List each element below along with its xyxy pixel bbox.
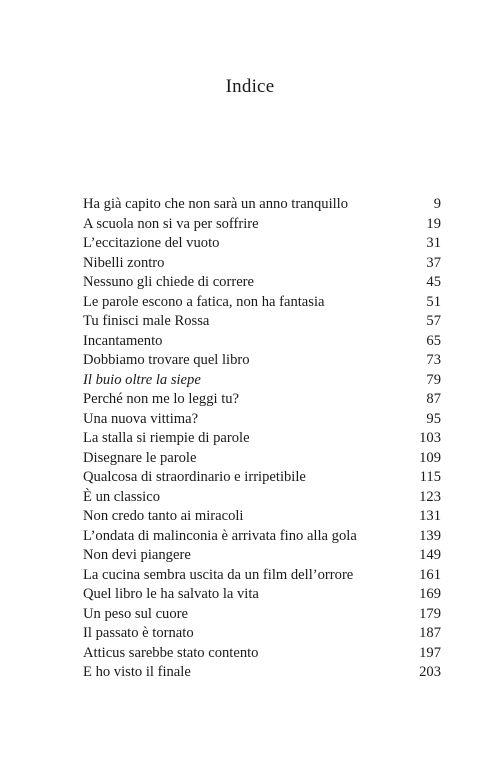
- toc-entry: [83, 195, 441, 215]
- toc-entry-title: Incantamento: [83, 332, 163, 349]
- toc-entry: [83, 449, 441, 469]
- toc-entry-title: Disegnare le parole: [83, 449, 197, 466]
- table-of-contents: [83, 195, 441, 683]
- toc-entry-title: Ha già capito che non sarà un anno tranquillo: [83, 196, 349, 212]
- toc-entry: [83, 371, 441, 391]
- toc-entry-title: Quel libro le ha salvato la vita: [83, 586, 259, 602]
- toc-entry: [83, 488, 441, 508]
- toc-entry-title: Il passato è tornato: [83, 625, 194, 641]
- toc-entry-page-number: 139: [419, 527, 441, 544]
- toc-entry-page-number: 65: [426, 332, 441, 349]
- toc-entry-title: Atticus sarebbe stato contento: [83, 644, 259, 661]
- toc-entry: [83, 624, 441, 644]
- toc-entry-title: Tu finisci male Rossa: [83, 313, 210, 329]
- toc-entry-page-number: 103: [419, 430, 441, 446]
- toc-entry-page-number: 149: [419, 547, 441, 563]
- toc-entry: [83, 234, 441, 254]
- toc-entry-page-number: 169: [419, 586, 441, 602]
- toc-entry-page-number: 87: [426, 391, 441, 407]
- toc-entry: [83, 351, 441, 371]
- toc-entry: [83, 390, 441, 410]
- toc-entry-title: Perché non me lo leggi tu?: [83, 391, 240, 407]
- toc-entry: [83, 254, 441, 274]
- toc-entry-page-number: 187: [419, 625, 441, 641]
- toc-entry: [83, 332, 441, 352]
- toc-entry-page-number: 203: [419, 664, 441, 680]
- toc-entry-title: Le parole escono a fatica, non ha fantasia: [83, 293, 325, 310]
- toc-entry: [83, 546, 441, 566]
- toc-entry: [83, 585, 441, 605]
- toc-entry-title: L’eccitazione del vuoto: [83, 235, 220, 251]
- toc-entry-title: Non credo tanto ai miracoli: [83, 508, 244, 524]
- toc-entry-page-number: 123: [419, 488, 441, 505]
- toc-entry-title: L’ondata di malinconia è arrivata fino alla gola: [83, 527, 357, 544]
- toc-entry-title: Il buio oltre la siepe: [83, 371, 201, 388]
- toc-entry-title: A scuola non si va per soffrire: [83, 215, 259, 232]
- toc-entry: [83, 605, 441, 625]
- toc-entry-page-number: 19: [426, 215, 441, 232]
- toc-entry-page-number: 179: [419, 605, 441, 622]
- toc-entry: [83, 663, 441, 683]
- toc-entry-title: È un classico: [83, 488, 161, 505]
- toc-entry-page-number: 51: [426, 293, 441, 310]
- toc-entry: [83, 566, 441, 586]
- toc-entry: [83, 507, 441, 527]
- toc-entry-page-number: 73: [426, 352, 441, 368]
- toc-entry-page-number: 131: [419, 508, 441, 524]
- toc-entry: [83, 527, 441, 547]
- toc-entry-title: Qualcosa di straordinario e irripetibile: [83, 469, 306, 485]
- toc-entry-page-number: 95: [426, 410, 441, 427]
- toc-entry-page-number: 161: [419, 566, 441, 583]
- toc-entry-title: Dobbiamo trovare quel libro: [83, 352, 250, 368]
- toc-entry-title: La cucina sembra uscita da un film dell’orrore: [83, 566, 354, 583]
- toc-entry: [83, 293, 441, 313]
- toc-entry: [83, 273, 441, 293]
- page-title: Indice: [225, 76, 275, 97]
- toc-entry-title: Un peso sul cuore: [83, 605, 188, 622]
- toc-entry-page-number: 197: [419, 644, 441, 661]
- toc-entry: [83, 215, 441, 235]
- toc-entry-title: La stalla si riempie di parole: [83, 430, 250, 446]
- toc-entry-page-number: 37: [426, 254, 441, 271]
- toc-entry-page-number: 9: [433, 196, 441, 212]
- toc-entry: [83, 644, 441, 664]
- toc-entry-title: E ho visto il finale: [83, 664, 191, 680]
- toc-entry-title: Nibelli zontro: [83, 254, 165, 271]
- toc-entry: [83, 312, 441, 332]
- toc-entry-page-number: 57: [426, 313, 441, 329]
- toc-entry-page-number: 79: [426, 371, 441, 388]
- toc-entry-page-number: 115: [419, 469, 441, 485]
- toc-entry: [83, 468, 441, 488]
- toc-entry: [83, 429, 441, 449]
- toc-entry-page-number: 109: [419, 449, 441, 466]
- toc-entry-title: Nessuno gli chiede di correre: [83, 274, 255, 290]
- toc-entry: [83, 410, 441, 430]
- toc-entry-title: Non devi piangere: [83, 547, 191, 563]
- toc-entry-title: Una nuova vittima?: [83, 410, 199, 427]
- toc-entry-page-number: 31: [426, 235, 441, 251]
- toc-entry-page-number: 45: [426, 274, 441, 290]
